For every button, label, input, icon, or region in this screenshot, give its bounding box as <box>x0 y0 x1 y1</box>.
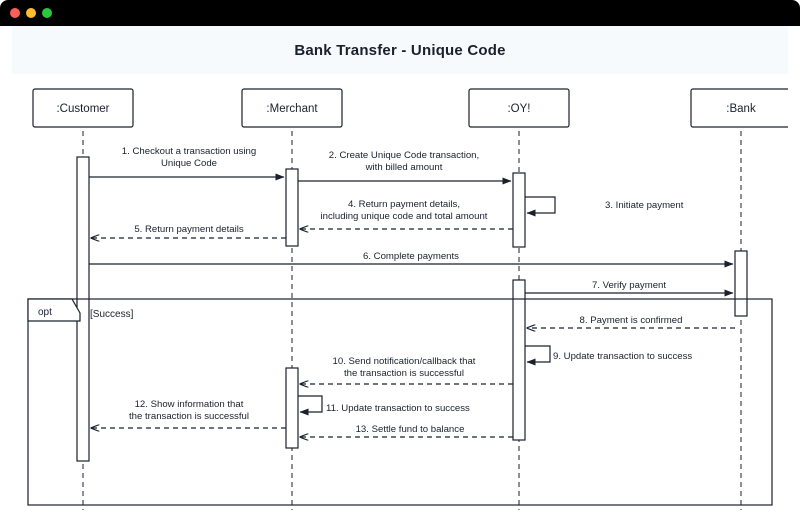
message-12-label: 12. Show information that <box>134 399 244 410</box>
message-8 <box>527 315 735 328</box>
message-5 <box>91 224 286 238</box>
window-titlebar <box>0 0 800 26</box>
message-1-label-2: Unique Code <box>160 158 218 169</box>
message-10-label: 10. Send notification/callback that <box>332 356 476 367</box>
message-8-label: 8. Payment is confirmed <box>579 315 683 326</box>
message-11 <box>298 396 470 414</box>
message-1 <box>89 146 284 177</box>
lifeline-merchant[interactable] <box>242 89 342 127</box>
fragment-operator-label: opt <box>38 307 52 318</box>
zoom-window-button[interactable] <box>42 8 52 18</box>
activation-merchant-1 <box>286 169 298 246</box>
message-10-label-2: the transaction is successful <box>344 368 464 379</box>
activation-customer <box>77 157 89 461</box>
minimize-window-button[interactable] <box>26 8 36 18</box>
message-4 <box>300 199 513 229</box>
message-13 <box>300 424 513 437</box>
activation-merchant-2 <box>286 368 298 448</box>
page-title: Bank Transfer - Unique Code <box>294 41 506 59</box>
message-2 <box>298 150 511 181</box>
message-2-label: 2. Create Unique Code transaction, <box>328 150 480 161</box>
message-7 <box>525 280 733 293</box>
message-7-label: 7. Verify payment <box>591 280 667 291</box>
message-3 <box>525 197 684 213</box>
message-9-label: 9. Update transaction to success <box>553 351 693 362</box>
message-12 <box>91 399 286 428</box>
message-10 <box>300 356 513 384</box>
message-13-label: 13. Settle fund to balance <box>355 424 465 435</box>
lifeline-customer-label: :Customer <box>56 103 110 116</box>
message-6-label: 6. Complete payments <box>363 251 459 262</box>
activation-oy-2 <box>513 280 525 440</box>
message-9 <box>525 346 692 362</box>
diagram-canvas <box>12 74 788 520</box>
lifeline-oy-label: :OY! <box>507 103 531 116</box>
lifeline-merchant-label: :Merchant <box>266 103 318 116</box>
activation-bank <box>735 251 747 316</box>
close-window-button[interactable] <box>10 8 20 18</box>
message-5-label: 5. Return payment details <box>134 224 244 235</box>
lifeline-customer[interactable] <box>33 89 133 127</box>
diagram-header <box>12 26 788 74</box>
lifeline-bank-label: :Bank <box>726 103 756 116</box>
message-4-label-2: including unique code and total amount <box>320 211 488 222</box>
sequence-diagram <box>12 74 788 520</box>
message-4-label: 4. Return payment details, <box>348 199 460 210</box>
message-3-label: 3. Initiate payment <box>605 200 684 211</box>
activation-oy-1 <box>513 173 525 247</box>
message-11-label: 11. Update transaction to success <box>326 403 470 414</box>
window-controls[interactable] <box>10 8 52 18</box>
lifeline-oy[interactable] <box>469 89 569 127</box>
message-12-label-2: the transaction is successful <box>129 411 249 422</box>
lifeline-bank[interactable] <box>691 89 788 127</box>
message-6 <box>89 251 733 264</box>
message-1-label: 1. Checkout a transaction using <box>121 146 257 157</box>
fragment-guard-label: [Success] <box>90 309 134 320</box>
message-2-label-2: with billed amount <box>365 162 443 173</box>
